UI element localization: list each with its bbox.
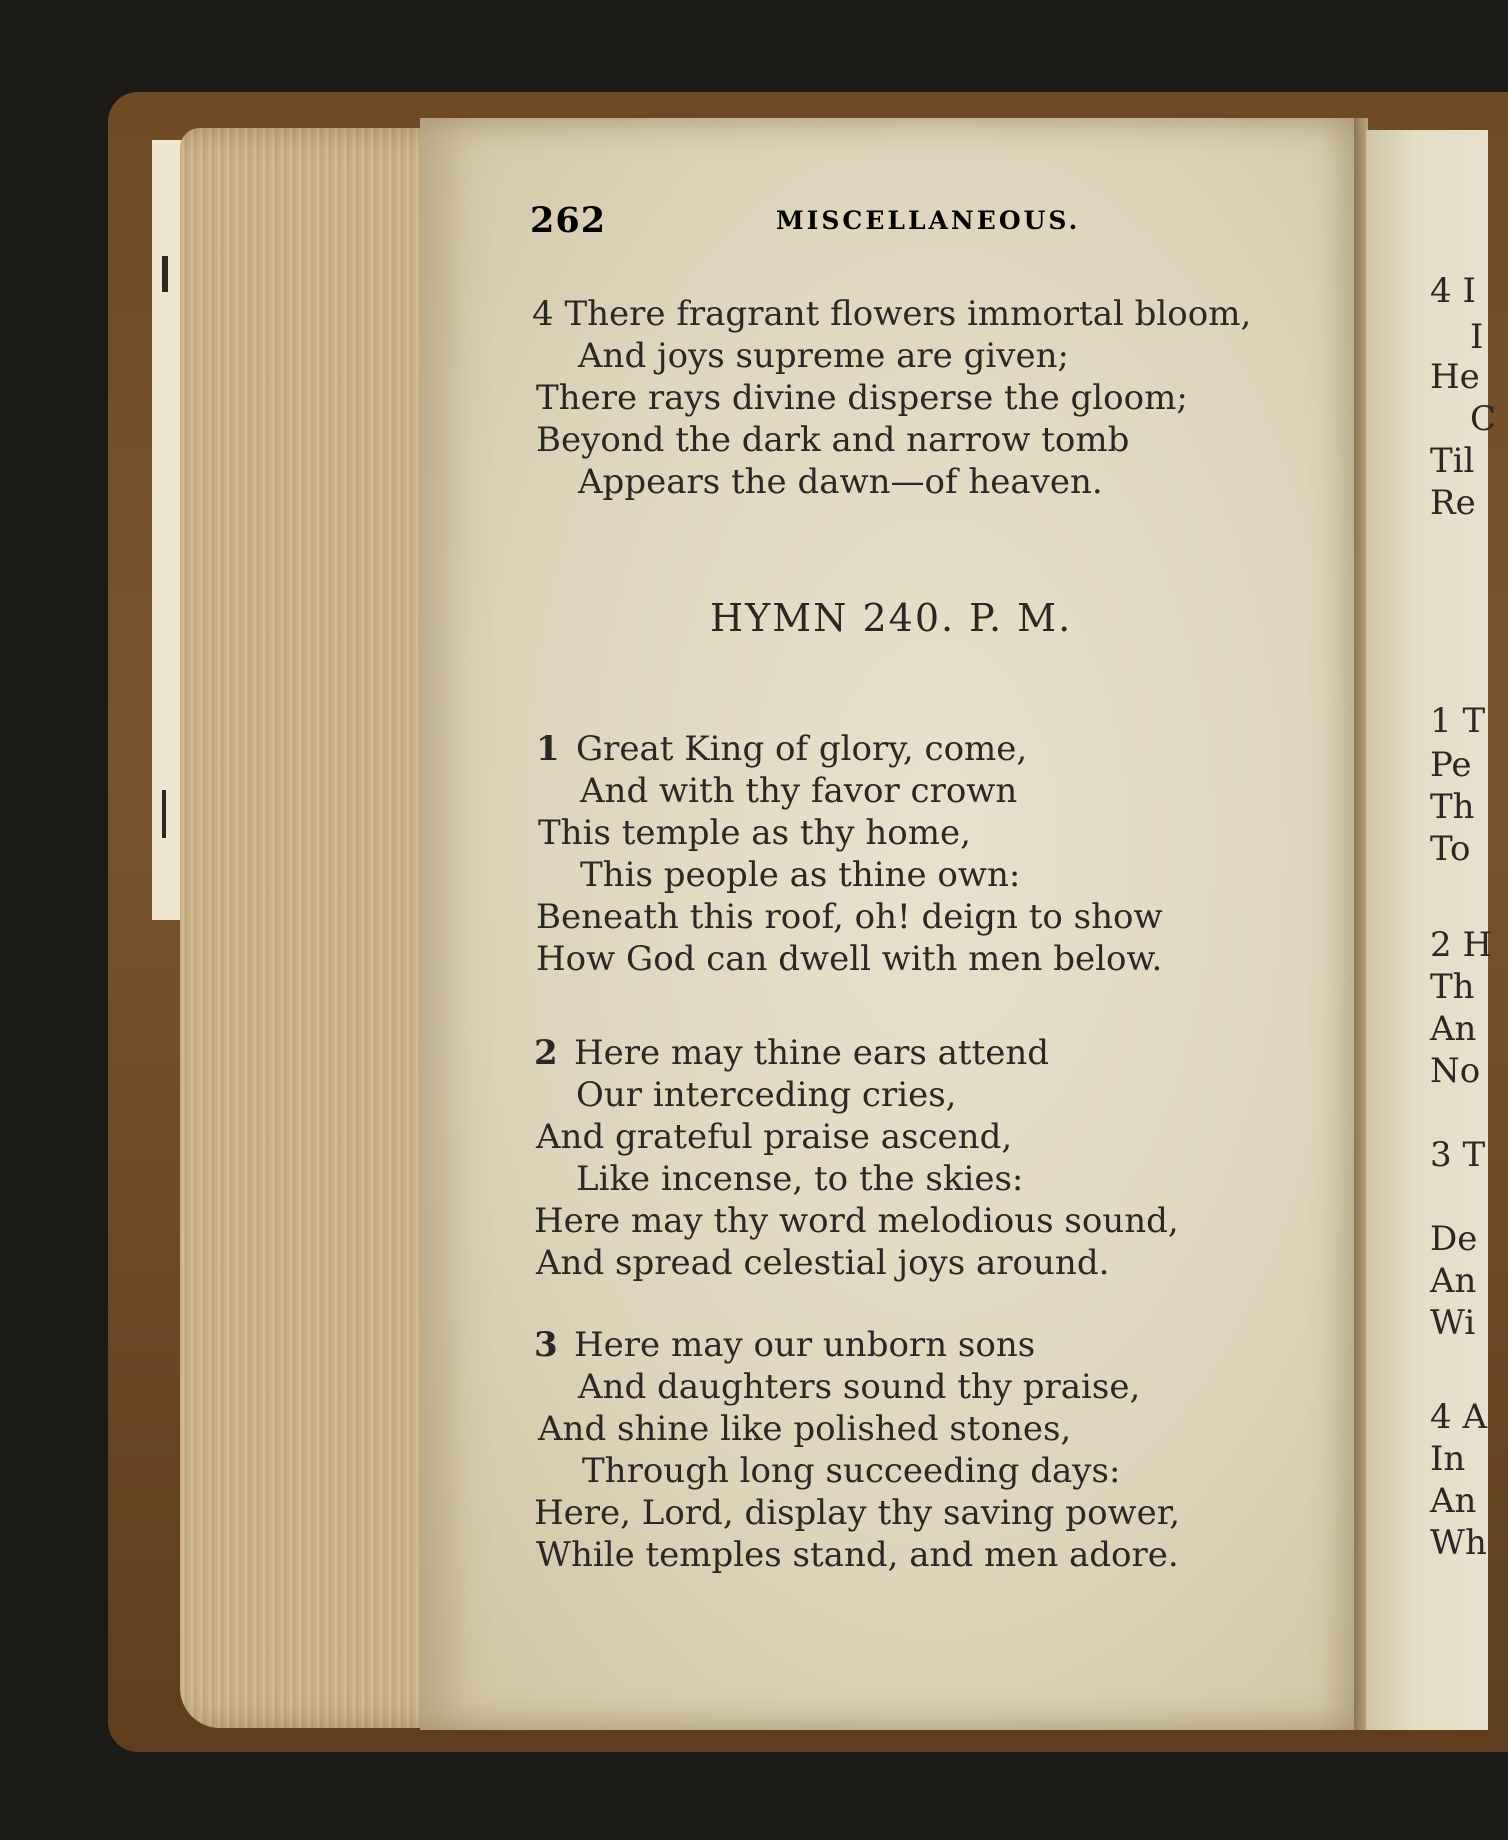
- verse-line: While temples stand, and men adore.: [536, 1535, 1179, 1575]
- fragment-line: Wh: [1430, 1523, 1487, 1563]
- verse-line: How God can dwell with men below.: [536, 939, 1163, 979]
- stanza-number: 2: [534, 1033, 558, 1073]
- verse-line: Here, Lord, display thy saving power,: [534, 1493, 1181, 1533]
- fragment-line: 1 T: [1430, 701, 1486, 741]
- fragment-line: An: [1430, 1261, 1477, 1301]
- fragment-line: Til: [1430, 441, 1475, 481]
- fragment-line: To: [1430, 829, 1471, 869]
- fragment-line: Re: [1430, 483, 1476, 523]
- fragment-line: C: [1470, 399, 1497, 439]
- verse-line: Through long succeeding days:: [582, 1451, 1121, 1491]
- margin-mark: [162, 256, 168, 292]
- verse-line: 4 There fragrant flowers immortal bloom,: [532, 294, 1252, 334]
- verse-line: And shine like polished stones,: [538, 1409, 1072, 1449]
- verse-line: There rays divine disperse the gloom;: [536, 378, 1188, 418]
- fragment-line: No: [1430, 1051, 1481, 1091]
- margin-mark: [162, 790, 166, 838]
- verse-line: Like incense, to the skies:: [576, 1159, 1024, 1199]
- fragment-line: 4 A: [1430, 1397, 1487, 1437]
- fragment-line: An: [1430, 1481, 1477, 1521]
- verse-line: And with thy favor crown: [580, 771, 1018, 811]
- verse-line: Beneath this roof, oh! deign to show: [536, 897, 1163, 937]
- verse-line: Here may our unborn sons: [574, 1325, 1036, 1365]
- fragment-line: Th: [1430, 787, 1475, 827]
- verse-line: Great King of glory, come,: [576, 729, 1028, 769]
- fragment-line: Pe: [1430, 745, 1472, 785]
- verse-line: Our interceding cries,: [576, 1075, 957, 1115]
- verse-line: And grateful praise ascend,: [536, 1117, 1013, 1157]
- verse-line: This temple as thy home,: [538, 813, 971, 853]
- stanza-number: 3: [534, 1325, 558, 1365]
- stanza-number: 1: [536, 729, 560, 769]
- fragment-line: 3 T: [1430, 1135, 1486, 1175]
- verse-line: Beyond the dark and narrow tomb: [536, 420, 1130, 460]
- fragment-line: He: [1430, 357, 1480, 397]
- verse-line: This people as thine own:: [580, 855, 1021, 895]
- fragment-line: Th: [1430, 967, 1475, 1007]
- verse-line: And joys supreme are given;: [578, 336, 1069, 376]
- hymn-title: HYMN 240. P. M.: [710, 596, 1073, 640]
- fragment-line: An: [1430, 1009, 1477, 1049]
- page-number: 262: [530, 200, 607, 241]
- verse-line: And spread celestial joys around.: [536, 1243, 1110, 1283]
- fragment-line: I: [1470, 317, 1484, 357]
- fragment-line: De: [1430, 1219, 1478, 1259]
- fragment-line: 4 I: [1430, 271, 1476, 311]
- fragment-line: In: [1430, 1439, 1466, 1479]
- fragment-line: 2 H: [1430, 925, 1493, 965]
- verse-line: Here may thy word melodious sound,: [534, 1201, 1179, 1241]
- verse-line: Appears the dawn—of heaven.: [578, 462, 1103, 502]
- verse-line: And daughters sound thy praise,: [578, 1367, 1141, 1407]
- fragment-line: Wi: [1430, 1303, 1476, 1343]
- verse-line: Here may thine ears attend: [574, 1033, 1050, 1073]
- running-head: MISCELLANEOUS.: [776, 206, 1081, 235]
- page-header: [530, 200, 1090, 250]
